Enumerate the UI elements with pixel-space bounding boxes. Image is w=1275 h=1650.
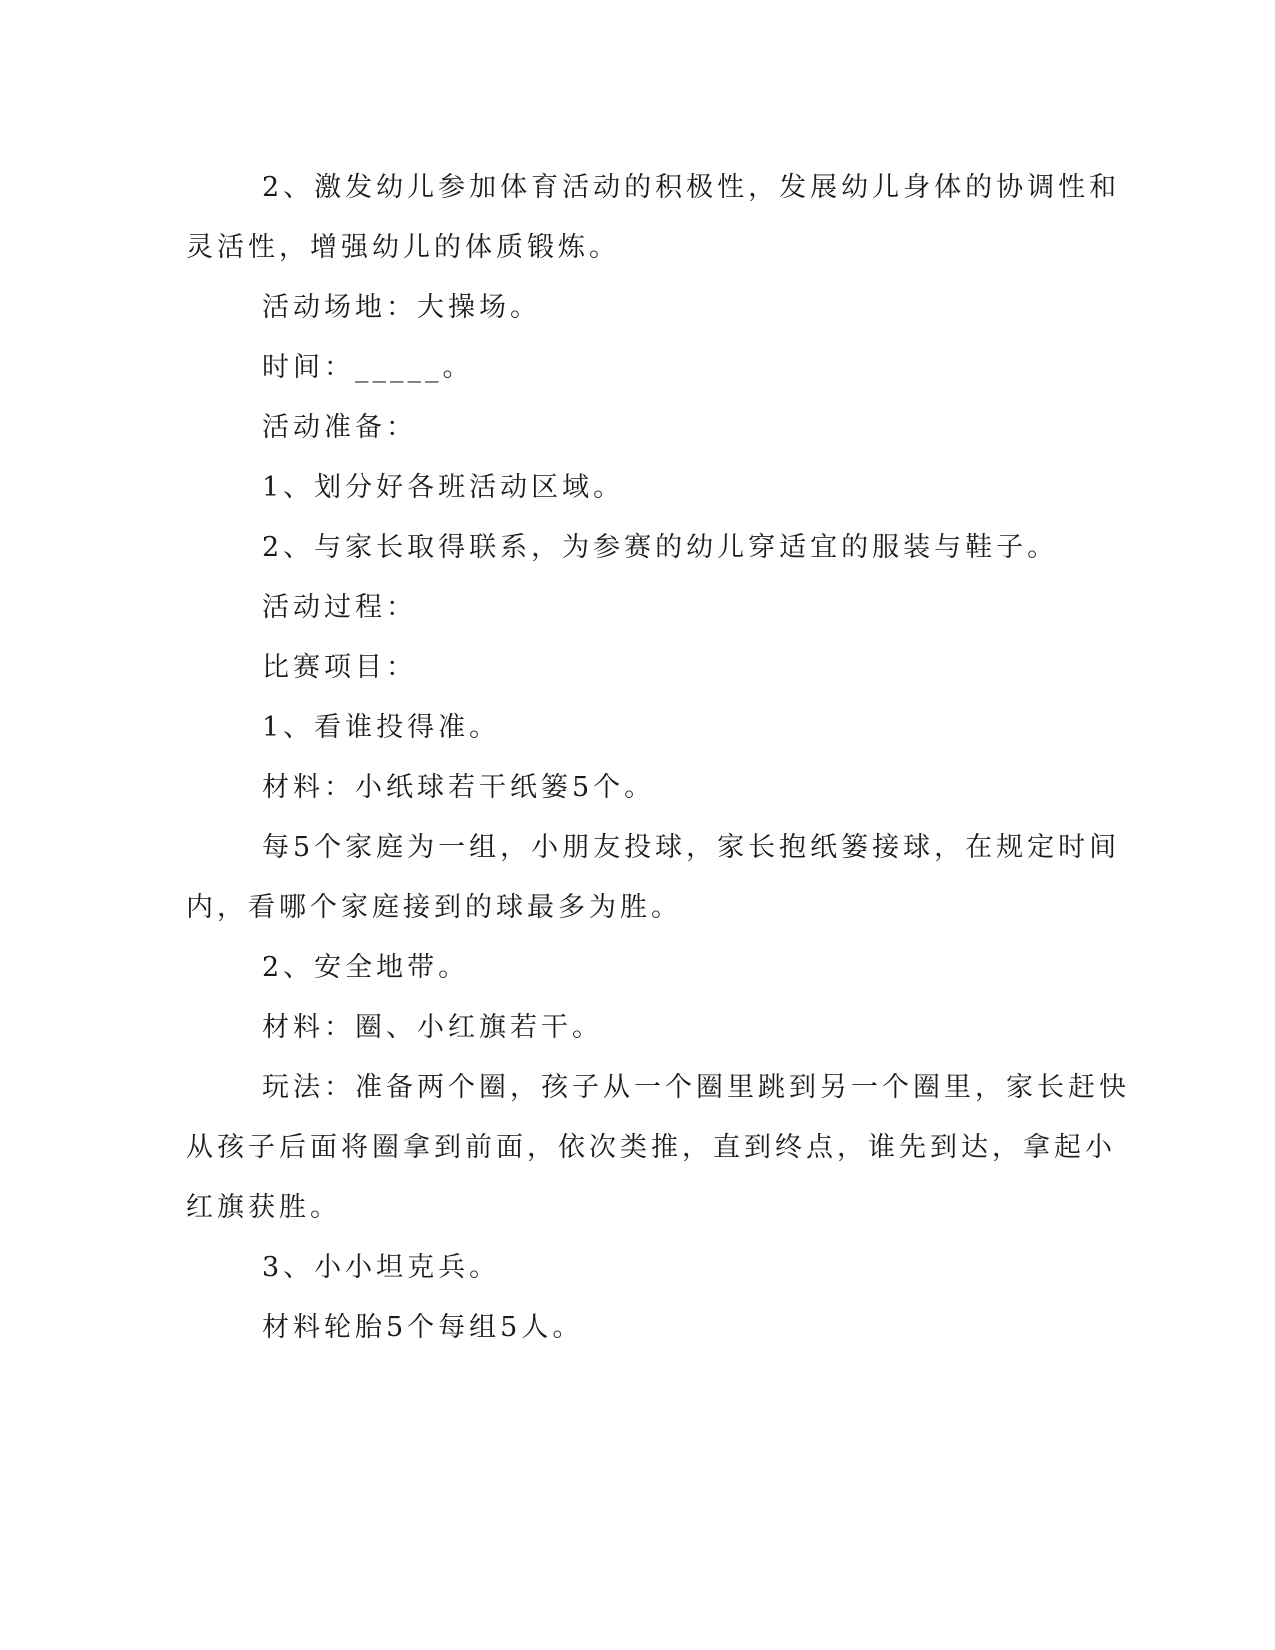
paragraph-line: 3、小小坦克兵。 bbox=[262, 1252, 501, 1283]
paragraph-line: 时间：_____。 bbox=[262, 352, 474, 383]
paragraph-line: 活动准备： bbox=[262, 412, 417, 443]
paragraph-line: 1、看谁投得准。 bbox=[262, 712, 501, 743]
paragraph-line: 内，看哪个家庭接到的球最多为胜。 bbox=[186, 892, 682, 923]
paragraph-line: 从孩子后面将圈拿到前面，依次类推，直到终点，谁先到达，拿起小 bbox=[186, 1132, 1116, 1163]
paragraph-line: 材料轮胎5个每组5人。 bbox=[262, 1312, 584, 1343]
paragraph-line: 1、划分好各班活动区域。 bbox=[262, 472, 625, 503]
paragraph-line: 2、激发幼儿参加体育活动的积极性，发展幼儿身体的协调性和 bbox=[262, 172, 1121, 203]
paragraph-line: 活动场地：大操场。 bbox=[262, 292, 541, 323]
paragraph-line: 红旗获胜。 bbox=[186, 1192, 341, 1223]
paragraph-line: 2、与家长取得联系，为参赛的幼儿穿适宜的服装与鞋子。 bbox=[262, 532, 1059, 563]
paragraph-line: 2、安全地带。 bbox=[262, 952, 470, 983]
paragraph-line: 材料：圈、小红旗若干。 bbox=[262, 1012, 603, 1043]
paragraph-line: 灵活性，增强幼儿的体质锻炼。 bbox=[186, 232, 620, 263]
paragraph-line: 比赛项目： bbox=[262, 652, 417, 683]
paragraph-line: 每5个家庭为一组，小朋友投球，家长抱纸篓接球，在规定时间 bbox=[262, 832, 1121, 863]
paragraph-line: 活动过程： bbox=[262, 592, 417, 623]
paragraph-line: 材料：小纸球若干纸篓5个。 bbox=[262, 772, 656, 803]
paragraph-line: 玩法：准备两个圈，孩子从一个圈里跳到另一个圈里，家长赶快 bbox=[262, 1072, 1130, 1103]
document-body bbox=[186, 158, 1130, 1358]
